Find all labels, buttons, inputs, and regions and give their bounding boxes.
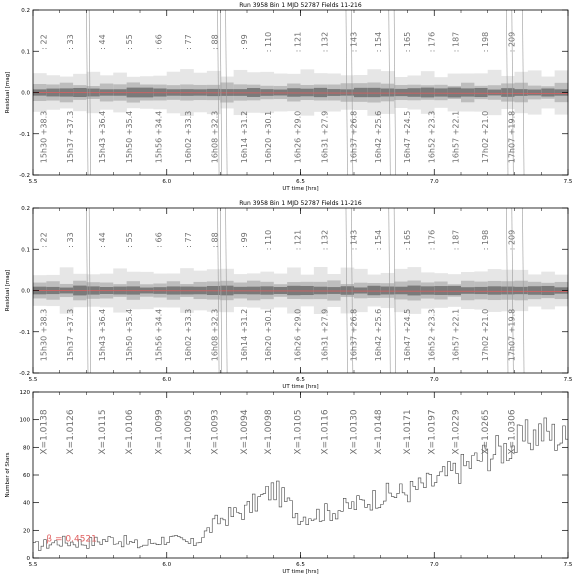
y-tick-label: -0.1 <box>19 329 30 336</box>
heatmap-cell-dark <box>488 90 502 96</box>
field-number-label: : 132 <box>320 229 330 251</box>
field-time-label: 17h02 +21.0 <box>480 308 490 362</box>
heatmap-cell-dark <box>434 286 448 295</box>
field-number-label: : 187 <box>451 31 461 53</box>
heatmap-cell-dark <box>515 89 529 96</box>
field-time-label: 16h08 +32.3 <box>210 110 220 164</box>
field-number-label: : 121 <box>293 229 303 251</box>
y-axis-label: Residual [mag] <box>5 269 11 312</box>
heatmap-cell-dark <box>515 287 529 294</box>
field-number-label: : 77 <box>183 232 193 248</box>
heatmap-cell-dark <box>528 286 542 295</box>
field-time-label: 15h30 +38.3 <box>39 308 49 362</box>
y-tick-label: 20 <box>23 528 30 535</box>
y-tick-label: -0.1 <box>19 131 30 138</box>
beta-annotation: β = 0.4521 <box>46 534 97 545</box>
panel-title: Run 3958 Bin 1 MJD 52787 Fields 11-216 <box>239 200 362 207</box>
heatmap-cell-dark <box>381 88 395 96</box>
x-tick-label: 7.0 <box>429 179 439 185</box>
field-time-label: 15h43 +36.4 <box>98 110 108 164</box>
heatmap-cell-dark <box>541 89 555 97</box>
field-time-label: 15h50 +35.4 <box>124 110 134 164</box>
field-number-label: : 176 <box>427 229 437 251</box>
field-time-label: 16h31 +27.9 <box>320 308 330 362</box>
y-tick-label: 0.1 <box>21 247 30 254</box>
field-number-label: : 209 <box>507 229 517 251</box>
x-tick-label: 5.5 <box>28 179 38 185</box>
field-time-label: 16h57 +22.1 <box>451 308 461 362</box>
heatmap-cell-dark <box>354 88 368 97</box>
airmass-label: X=1.0229 <box>451 409 462 455</box>
field-number-label: : 143 <box>349 31 359 53</box>
x-tick-label: 7.0 <box>429 377 439 383</box>
field-number-label: : 77 <box>183 34 193 50</box>
heatmap-cell-dark <box>354 287 368 293</box>
heatmap-cell-dark <box>541 286 555 295</box>
heatmap-cell-dark <box>448 286 462 295</box>
field-number-label: : 22 <box>39 232 49 248</box>
field-time-label: 16h14 +31.2 <box>240 110 249 164</box>
heatmap-cell-dark <box>461 88 475 96</box>
y-tick-label: -0.2 <box>19 371 30 377</box>
field-number-label: : 66 <box>154 232 164 248</box>
field-time-label: 16h47 +24.5 <box>403 110 413 164</box>
heatmap-cell-dark <box>301 89 315 97</box>
airmass-label: X=1.0093 <box>210 409 221 455</box>
heatmap-cell-dark <box>474 287 488 294</box>
airmass-label: X=1.0115 <box>98 409 109 455</box>
field-time-label: 16h37 +26.8 <box>349 308 359 362</box>
y-axis-label: Residual [mag] <box>5 71 11 114</box>
field-time-label: 15h50 +35.4 <box>124 308 134 362</box>
field-number-label: : 154 <box>373 229 383 251</box>
field-number-label: : 22 <box>39 34 49 50</box>
heatmap-cell-dark <box>528 90 542 96</box>
field-time-label: 16h42 +25.6 <box>373 110 383 164</box>
field-time-label: 16h14 +31.2 <box>240 308 249 362</box>
airmass-label: X=1.0265 <box>480 409 491 455</box>
airmass-label: X=1.0095 <box>183 409 194 455</box>
airmass-label: X=1.0306 <box>507 409 518 455</box>
x-tick-label: 5.5 <box>28 377 38 383</box>
heatmap-cell-dark <box>367 88 381 97</box>
y-tick-label: 0 <box>26 556 30 562</box>
field-time-label: 16h08 +32.3 <box>210 308 220 362</box>
field-time-label: 16h57 +22.1 <box>451 110 461 164</box>
heatmap-cell-dark <box>314 88 328 97</box>
field-time-label: 17h02 +21.0 <box>480 110 490 164</box>
heatmap-cell-dark <box>381 287 395 295</box>
x-tick-label: 6.5 <box>296 179 305 185</box>
airmass-label: X=1.0116 <box>320 409 331 455</box>
heatmap-cell-dark <box>327 287 341 294</box>
x-tick-label: 7.5 <box>563 179 573 185</box>
field-time-label: 17h07 +19.8 <box>507 110 517 164</box>
heatmap-cell-dark <box>421 286 435 294</box>
x-tick-label: 6.0 <box>162 179 172 185</box>
field-number-label: : 165 <box>403 229 413 251</box>
heatmap-cell-dark <box>474 88 488 97</box>
y-tick-label: 60 <box>23 473 30 479</box>
field-number-label: : 110 <box>264 229 274 251</box>
heatmap-cell-dark <box>394 287 408 295</box>
y-tick-label: -0.2 <box>19 173 30 179</box>
airmass-label: X=1.0126 <box>66 409 77 455</box>
heatmap-cell-dark <box>421 88 435 98</box>
heatmap-cell-dark <box>394 89 408 96</box>
x-axis-label: UT time [hrs] <box>282 384 319 390</box>
field-time-label: 16h47 +24.5 <box>403 308 413 362</box>
field-time-label: 15h37 +37.3 <box>66 110 76 164</box>
field-number-label: : 44 <box>98 34 108 50</box>
field-number-label: : 121 <box>293 31 303 53</box>
field-number-label: : 176 <box>427 31 437 53</box>
field-time-label: 16h37 +26.8 <box>349 110 359 164</box>
x-tick-label: 6.0 <box>162 377 172 383</box>
field-number-label: : 55 <box>124 232 134 248</box>
panel-2 <box>5 200 573 390</box>
field-time-label: 16h20 +30.1 <box>264 110 274 164</box>
airmass-label: X=1.0171 <box>403 409 414 455</box>
airmass-label: X=1.0099 <box>154 409 165 455</box>
field-number-label: : 99 <box>240 232 249 248</box>
heatmap-cell-dark <box>408 88 422 97</box>
x-tick-label: 7.5 <box>563 377 573 383</box>
field-time-label: 16h26 +29.0 <box>293 308 303 362</box>
airmass-label: X=1.0098 <box>264 409 275 455</box>
field-number-label: : 66 <box>154 34 164 50</box>
field-time-label: 16h52 +23.3 <box>427 308 437 362</box>
field-time-label: 15h30 +38.3 <box>39 110 49 164</box>
y-tick-label: 100 <box>19 417 30 424</box>
y-tick-label: 80 <box>23 445 30 452</box>
field-number-label: : 55 <box>124 34 134 50</box>
y-axis-label: Number of Stars <box>5 452 11 498</box>
field-time-label: 16h52 +23.3 <box>427 110 437 164</box>
field-number-label: : 44 <box>98 232 108 248</box>
heatmap-cell-dark <box>314 287 328 295</box>
field-time-label: 15h56 +34.4 <box>154 308 164 362</box>
airmass-label: X=1.0130 <box>349 409 360 455</box>
y-tick-label: 0.2 <box>21 8 30 14</box>
y-tick-label: 0.1 <box>21 49 30 56</box>
field-time-label: 16h02 +33.3 <box>183 308 193 362</box>
field-number-label: : 198 <box>480 229 490 251</box>
field-time-label: 16h42 +25.6 <box>373 308 383 362</box>
x-tick-label: 7.5 <box>563 562 573 568</box>
heatmap-cell-dark <box>488 286 502 294</box>
heatmap-cell-dark <box>301 286 315 295</box>
field-number-label: : 187 <box>451 229 461 251</box>
heatmap-cell-dark <box>327 89 341 96</box>
field-number-label: : 88 <box>210 34 220 50</box>
y-tick-label: 0.2 <box>21 206 30 212</box>
x-tick-label: 5.5 <box>28 562 38 568</box>
field-number-label: : 198 <box>480 31 490 53</box>
field-number-label: : 143 <box>349 229 359 251</box>
field-number-label: : 132 <box>320 31 330 53</box>
field-number-label: : 88 <box>210 232 220 248</box>
x-tick-label: 6.5 <box>296 562 305 568</box>
airmass-label: X=1.0197 <box>427 409 438 455</box>
panel-1 <box>5 2 573 192</box>
field-number-label: : 154 <box>373 31 383 53</box>
field-time-label: 15h43 +36.4 <box>98 308 108 362</box>
field-number-label: : 165 <box>403 31 413 53</box>
heatmap-cell-dark <box>461 287 475 294</box>
field-time-label: 17h07 +19.8 <box>507 308 517 362</box>
y-tick-label: 120 <box>19 390 30 396</box>
x-tick-label: 6.0 <box>162 562 172 568</box>
field-number-label: : 33 <box>66 34 76 50</box>
field-time-label: 16h31 +27.9 <box>320 110 330 164</box>
x-tick-label: 7.0 <box>429 562 439 568</box>
heatmap-cell-dark <box>367 286 381 295</box>
airmass-label: X=1.0148 <box>373 409 384 455</box>
field-number-label: : 209 <box>507 31 517 53</box>
heatmap-cell-dark <box>434 88 448 96</box>
y-tick-label: 0.0 <box>21 90 30 97</box>
heatmap-cell-dark <box>448 88 462 98</box>
x-tick-label: 6.5 <box>296 377 305 383</box>
x-axis-label: UT time [hrs] <box>282 186 319 192</box>
field-time-label: 16h20 +30.1 <box>264 308 274 362</box>
y-tick-label: 40 <box>23 500 30 507</box>
field-number-label: : 99 <box>240 34 249 50</box>
field-number-label: : 110 <box>264 31 274 53</box>
field-time-label: 15h56 +34.4 <box>154 110 164 164</box>
y-tick-label: 0.0 <box>21 288 30 295</box>
airmass-label: X=1.0105 <box>293 409 304 455</box>
x-axis-label: UT time [hrs] <box>282 569 319 575</box>
airmass-label: X=1.0094 <box>240 409 250 455</box>
airmass-label: X=1.0138 <box>39 409 50 455</box>
field-time-label: 16h02 +33.3 <box>183 110 193 164</box>
field-time-label: 15h37 +37.3 <box>66 308 76 362</box>
field-time-label: 16h26 +29.0 <box>293 110 303 164</box>
panel-3 <box>5 390 573 575</box>
panel-title: Run 3958 Bin 1 MJD 52787 Fields 11-216 <box>239 2 362 9</box>
airmass-label: X=1.0106 <box>124 409 135 455</box>
heatmap-cell-dark <box>408 286 422 296</box>
field-number-label: : 33 <box>66 232 76 248</box>
